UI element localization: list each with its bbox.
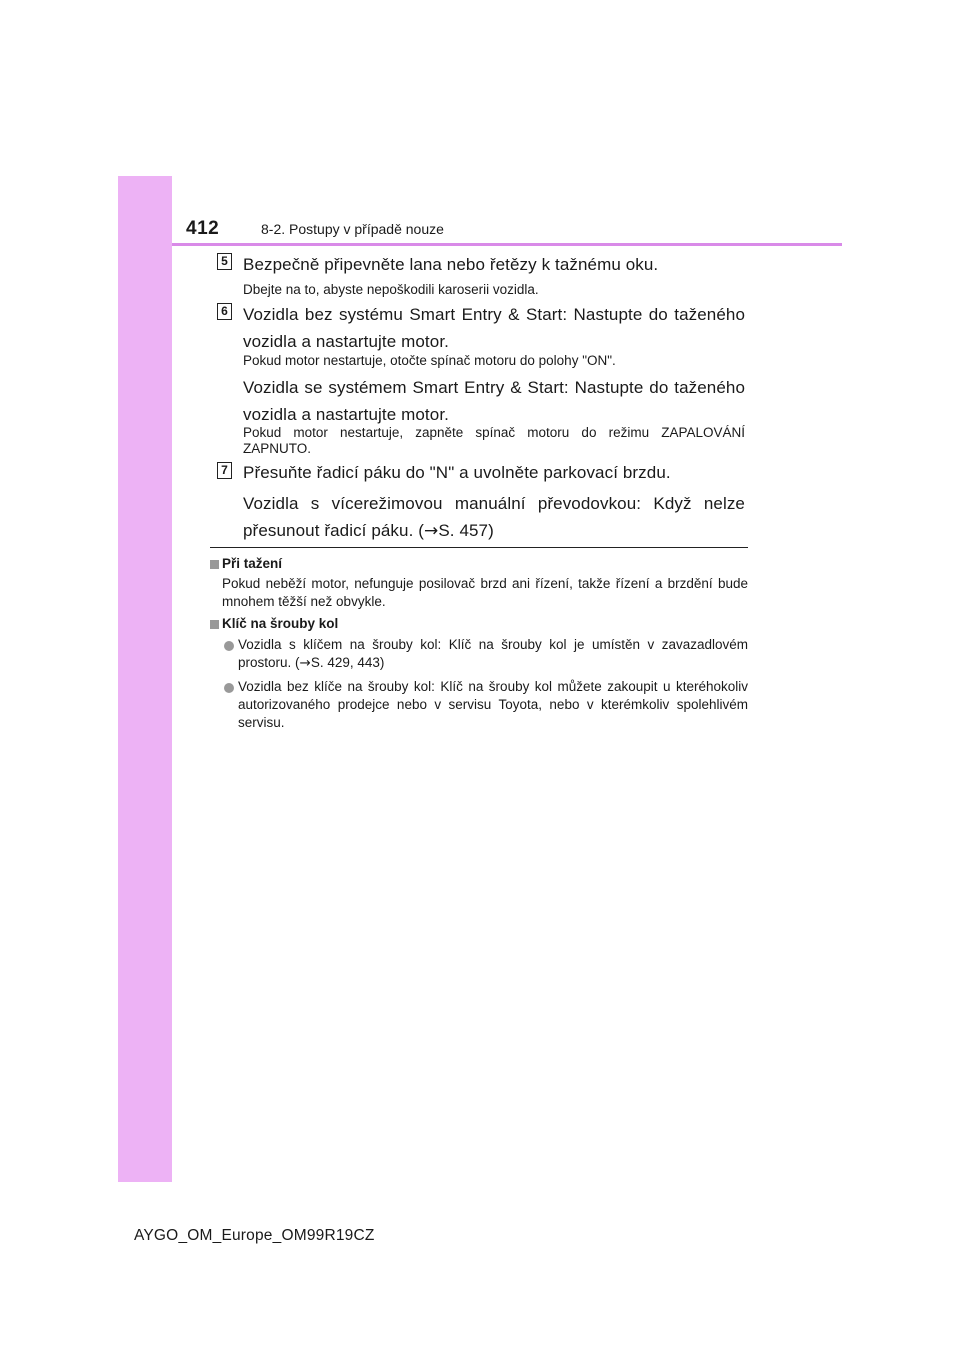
document-footer-code: AYGO_OM_Europe_OM99R19CZ	[134, 1227, 375, 1244]
page-number: 412	[186, 218, 220, 239]
step-6-text-smart-entry: Vozidla se systémem Smart Entry & Start: Nastupte do taženého vozidla a nastartujte motor.	[243, 378, 745, 424]
wheel-key-bullet-2: Vozidla bez klíče na šrouby kol: Klíč na šrouby kol můžete zakoupit u kteréhokoliv autorizovaného prodejce nebo v servisu Toyota, nebo v kterémkoliv spolehlivém servisu.	[238, 679, 748, 730]
wheel-key-bullet-1-text: Vozidla s klíčem na šrouby kol: Klíč na šrouby kol je umístěn v zavazadlovém prostoru. (	[238, 637, 748, 670]
step-7-text-manual	[243, 490, 745, 545]
notes-divider	[210, 547, 748, 548]
wheel-key-bullet-1-ref: S. 429, 443)	[310, 655, 385, 670]
step-number-6: 6	[217, 303, 232, 320]
step-5-note: Dbejte na to, abyste nepoškodili karoserii vozidla.	[243, 282, 539, 297]
note-text-towing: Pokud neběží motor, nefunguje posilovač brzd ani řízení, takže řízení a brzdění bude mnohem těžší než obvykle.	[222, 576, 748, 609]
chapter-tab-sidebar	[118, 176, 172, 1182]
step-7-page-ref: S. 457)	[438, 521, 494, 540]
section-title: 8-2. Postupy v případě nouze	[261, 221, 444, 237]
note-title-wheel-key: Klíč na šrouby kol	[222, 616, 339, 631]
header-rule	[172, 243, 842, 246]
round-bullet-icon	[224, 683, 234, 693]
reference-arrow-icon: →	[424, 521, 439, 541]
step-7-manual-text: Vozidla s vícerežimovou manuální převodovkou: Když nelze přesunout řadicí páku. (	[243, 494, 745, 540]
step-6-note: Pokud motor nestartuje, otočte spínač motoru do polohy "ON".	[243, 353, 616, 368]
round-bullet-icon	[224, 641, 234, 651]
reference-arrow-icon: →	[299, 655, 311, 671]
step-number-5: 5	[217, 253, 232, 270]
step-5-text: Bezpečně připevněte lana nebo řetězy k tažnému oku.	[243, 255, 659, 274]
wheel-key-bullet-1	[238, 636, 748, 672]
step-7-text: Přesuňte řadicí páku do "N" a uvolněte parkovací brzdu.	[243, 463, 671, 482]
step-6-note-smart-entry: Pokud motor nestartuje, zapněte spínač motoru do režimu ZAPALOVÁNÍ ZAPNUTO.	[243, 425, 745, 456]
note-title-towing: Při tažení	[222, 556, 283, 571]
square-bullet-icon	[210, 560, 219, 569]
step-6-text: Vozidla bez systému Smart Entry & Start: Nastupte do taženého vozidla a nastartujte motor.	[243, 305, 745, 351]
square-bullet-icon	[210, 620, 219, 629]
step-number-7: 7	[217, 462, 232, 479]
